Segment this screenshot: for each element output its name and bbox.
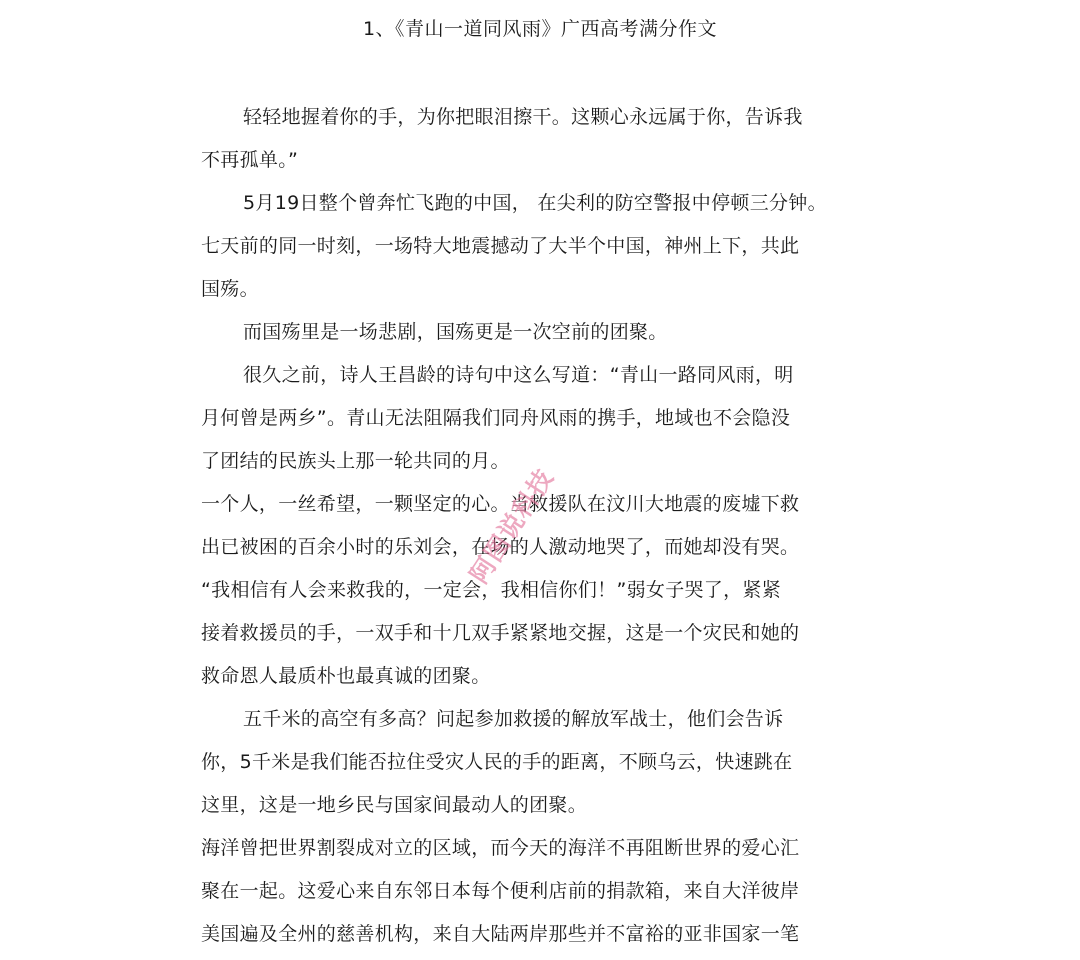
text-line: 救命恩人最质朴也最真诚的团聚。: [201, 665, 491, 687]
essay-body: [201, 96, 881, 956]
text-line: 你，5千米是我们能否拉住受灾人民的手的距离，不顾乌云，快速跳在: [201, 751, 793, 773]
text-line: “我相信有人会来救我的，一定会，我相信你们！”弱女子哭了，紧紧: [201, 579, 781, 601]
text-line: 五千米的高空有多高？问起参加救援的解放军战士，他们会告诉: [243, 708, 784, 730]
text-line: 很久之前，诗人王昌龄的诗句中这么写道：“青山一路同风雨，明: [243, 364, 794, 386]
text-line: 聚在一起。这爱心来自东邻日本每个便利店前的捐款箱，来自大洋彼岸: [201, 880, 800, 902]
essay-title: 1、《青山一道同风雨》广西高考满分作文: [362, 18, 718, 40]
text-line: 月何曾是两乡”。青山无法阻隔我们同舟风雨的携手，地域也不会隐没: [201, 407, 791, 429]
text-line: 出已被困的百余小时的乐刘会，在场的人激动地哭了，而她却没有哭。: [201, 536, 800, 558]
text-line: 了团结的民族头上那一轮共同的月。: [201, 450, 510, 472]
text-line: 而国殇里是一场悲剧，国殇更是一次空前的团聚。: [243, 321, 668, 343]
text-line: 国殇。: [201, 278, 259, 300]
text-line: 不再孤单。”: [201, 149, 299, 171]
text-line: 美国遍及全州的慈善机构，来自大陆两岸那些并不富裕的亚非国家一笔: [201, 923, 800, 945]
text-line: 轻轻地握着你的手，为你把眼泪擦干。这颗心永远属于你，告诉我: [243, 106, 803, 128]
text-line: 接着救援员的手，一双手和十几双手紧紧地交握，这是一个灾民和她的: [201, 622, 800, 644]
text-line: 5月19日整个曾奔忙飞跑的中国， 在尖利的防空警报中停顿三分钟。: [243, 192, 827, 214]
watermark-text: 阿图说科技: [464, 463, 560, 589]
text-line: 海洋曾把世界割裂成对立的区域，而今天的海洋不再阻断世界的爱心汇: [201, 837, 800, 859]
text-line: 七天前的同一时刻，一场特大地震撼动了大半个中国，神州上下，共此: [201, 235, 800, 257]
text-line: 这里，这是一地乡民与国家间最动人的团聚。: [201, 794, 588, 816]
text-line: 一个人，一丝希望，一颗坚定的心。当救援队在汶川大地震的废墟下救: [201, 493, 800, 515]
